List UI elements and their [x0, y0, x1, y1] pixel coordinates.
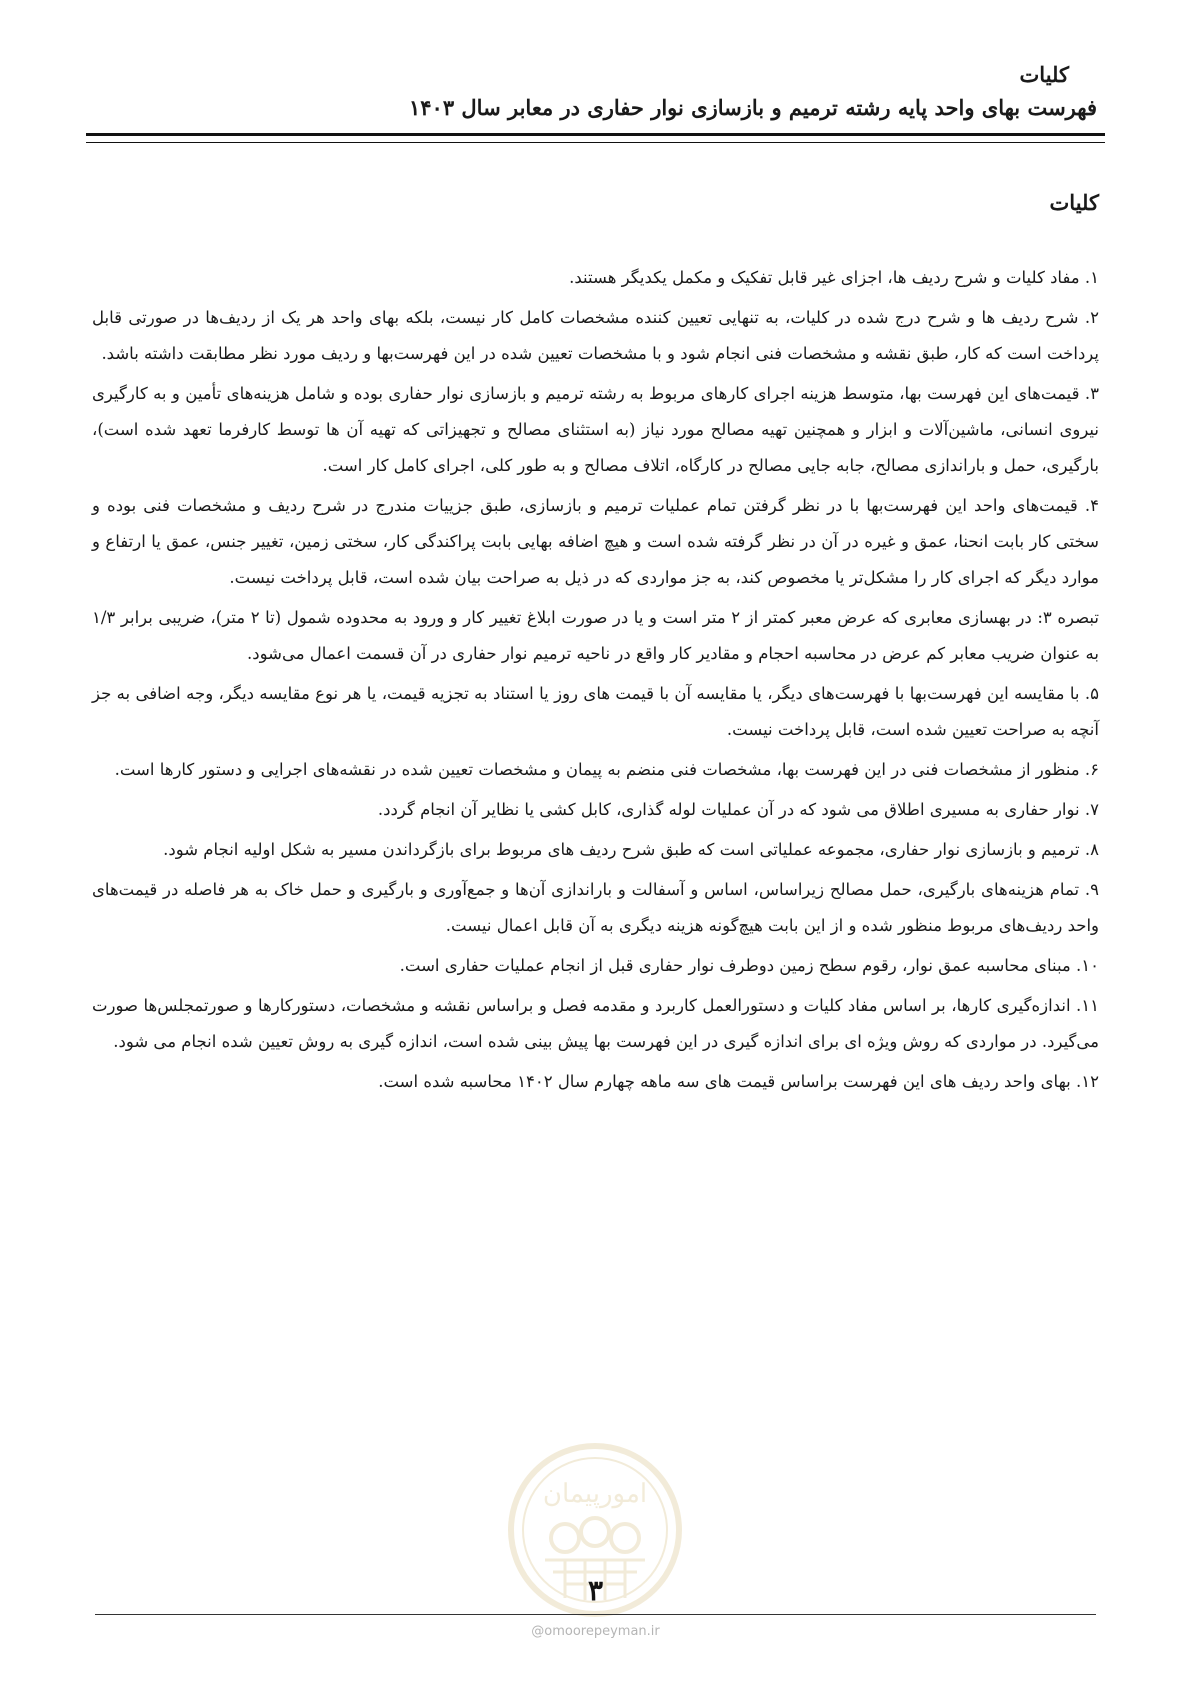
- footer-site-link[interactable]: @omoorepeyman.ir: [531, 1624, 660, 1639]
- paragraph-8: ۸. ترمیم و بازسازی نوار حفاری، مجموعه عملیاتی است که طبق شرح ردیف های مربوط برای بازگرداندن مسیر به شکل اولیه انجام شود.: [163, 840, 1099, 859]
- paragraph-6: ۶. منظور از مشخصات فنی در این فهرست بها، مشخصات فنی منضم به پیمان و مشخصات تعیین شده در نقشه‌های اجرایی و دستور کارها است.: [114, 760, 1099, 779]
- paragraph-10: ۱۰. مبنای محاسبه عمق نوار، رقوم سطح زمین دوطرف نوار حفاری قبل از انجام عملیات حفاری است.: [399, 956, 1099, 975]
- paragraph-11: ۱۱. اندازه‌گیری کارها، بر اساس مفاد کلیات و دستورالعمل کاربرد و مقدمه فصل و براساس نقشه و مشخصات، دستورکارها و صورتمجلس‌ها صورت می‌گیرد. در مواردی که روش ویژه ای برای اندازه گیری در این فهرست بها پیش بینی شده است، اندازه گیری به روش تعیین شده انجام می شود.: [92, 996, 1099, 1051]
- footer-rule: [95, 1614, 1096, 1615]
- paragraph-5: ۵. با مقایسه این فهرست‌بها با فهرست‌های دیگر، یا مقایسه آن با قیمت های روز یا استناد به تجزیه قیمت، یا هر نوع مقایسه دیگر، وجه اضافی به جز آنچه به صراحت تعیین شده است، قابل پرداخت نیست.: [92, 684, 1099, 739]
- paragraph-1: ۱. مفاد کلیات و شرح ردیف ها، اجزای غیر قابل تفکیک و مکمل یکدیگر هستند.: [569, 268, 1099, 287]
- running-header: [92, 58, 1099, 124]
- header-document-title: فهرست بهای واحد پایه رشته ترمیم و بازسازی نوار حفاری در معابر سال ۱۴۰۳: [408, 95, 1097, 120]
- paragraph-2: ۲. شرح ردیف ها و شرح درج شده در کلیات، به تنهایی تعیین کننده مشخصات کامل کار نیست، بلکه بهای واحد هر یک از ردیف‌ها در صورتی قابل پرداخت است که کار، طبق نقشه و مشخصات فنی انجام شود و با مشخصات تعیین شده در این فهرست‌بها و ردیف مورد نظر مطابقت داشته باشد.: [92, 308, 1099, 363]
- section-heading: کلیات: [1049, 190, 1099, 215]
- header-double-rule: [86, 133, 1105, 143]
- header-section-name: کلیات: [1019, 62, 1069, 87]
- watermark-text: امورپیمان: [542, 1479, 648, 1509]
- paragraph-3: ۳. قیمت‌های این فهرست بها، متوسط هزینه اجرای کارهای مربوط به رشته ترمیم و بازسازی نوار حفاری بوده و شامل هزینه‌های تأمین و به کارگیری نیروی انسانی، ماشین‌آلات و ابزار و همچنین تهیه مصالح مورد نیاز (به استثنای مصالح و تجهیزاتی که تهیه آن ها توسط کارفرما تعهد شده است)، بارگیری، حمل و باراندازی مصالح، جابه جایی مصالح در کارگاه، اتلاف مصالح و به طور کلی، اجرای کامل کار است.: [92, 384, 1099, 475]
- paragraph-12: ۱۲. بهای واحد ردیف های این فهرست براساس قیمت های سه ماهه چهارم سال ۱۴۰۲ محاسبه شده است.: [378, 1072, 1099, 1091]
- paragraph-9: ۹. تمام هزینه‌های بارگیری، حمل مصالح زیراساس، اساس و آسفالت و باراندازی آن‌ها و جمع‌آوری و بارگیری و حمل خاک به هر فاصله در قیمت‌های واحد ردیف‌های مربوط منظور شده و از این بابت هیچ‌گونه هزینه دیگری به آن قابل اعمال نیست.: [92, 880, 1099, 935]
- body-content: [92, 260, 1099, 1104]
- note-paragraph: تبصره ۳: در بهسازی معابری که عرض معبر کمتر از ۲ متر است و یا در صورت ابلاغ تغییر کار و ورود به محدوده شمول (تا ۲ متر)، ضریبی برابر ۱/۳ به عنوان ضریب معابر کم عرض در محاسبه احجام و مقادیر کار واقع در ناحیه ترمیم نوار حفاری در آن قسمت اعمال می‌شود.: [92, 608, 1099, 663]
- paragraph-7: ۷. نوار حفاری به مسیری اطلاق می شود که در آن عملیات لوله گذاری، کابل کشی یا نظایر آن انجام گردد.: [377, 800, 1099, 819]
- page-number: ۳: [587, 1574, 604, 1607]
- paragraph-4: ۴. قیمت‌های واحد این فهرست‌بها با در نظر گرفتن تمام عملیات ترمیم و بازسازی، طبق جزییات مندرج در شرح ردیف و مشخصات فنی بوده و سختی کار بابت انحنا، عمق و غیره در آن در نظر گرفته شده است و هیچ اضافه بهایی بابت پراکندگی کار، سختی زمین، تغییر جنس، عمق یا ارتفاع و موارد دیگر که اجرای کار را مشکل‌تر یا مخصوص کند، به جز مواردی که در ذیل به صراحت بیان شده است، قابل پرداخت نیست.: [92, 496, 1099, 587]
